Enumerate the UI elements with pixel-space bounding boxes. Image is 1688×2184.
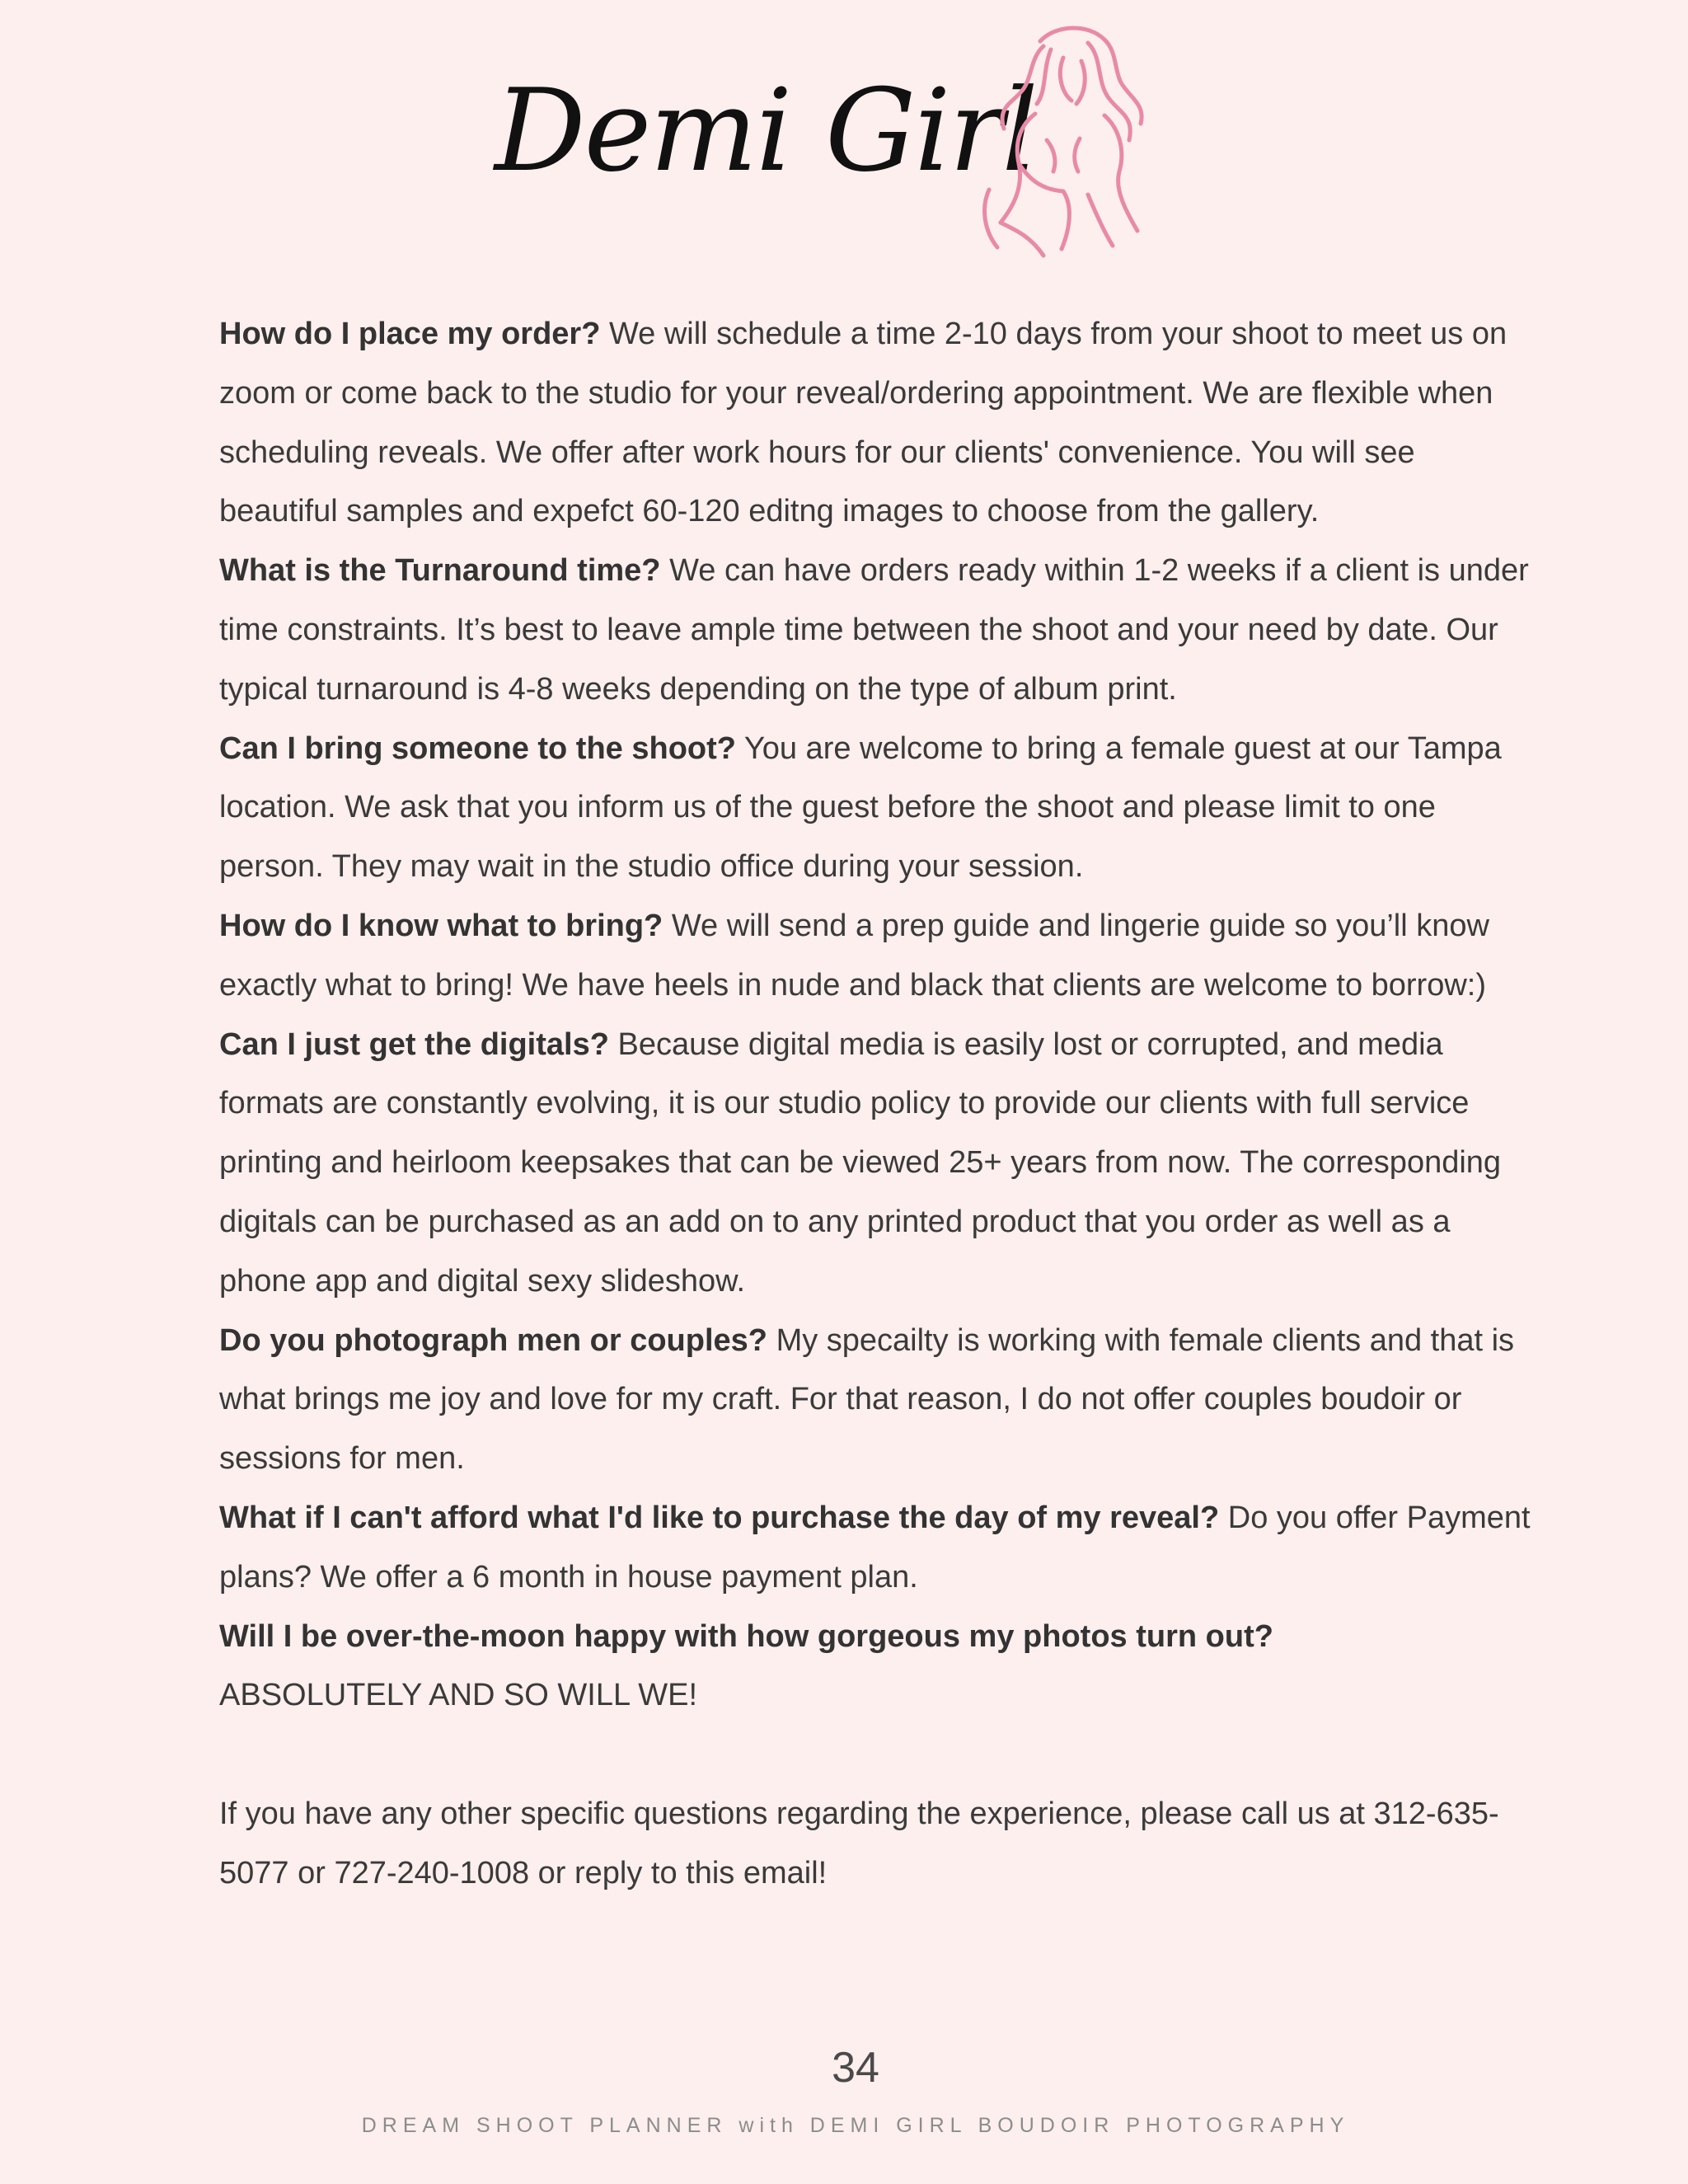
faq-content bbox=[219, 305, 1538, 1904]
faq-item bbox=[219, 720, 1538, 897]
faq-answer: ABSOLUTELY AND SO WILL WE! bbox=[219, 1678, 698, 1713]
faq-answer: We will schedule a time 2-10 days from your shoot to meet us on zoom or come back to the studio for your reveal/ordering appointment. We are flexible when scheduling reveals. We offer after work hours for our clients' convenience. You will see beautiful samples and expefct 60-120 editng images to choose from the gallery. bbox=[219, 317, 1507, 529]
faq-question: How do I place my order? bbox=[219, 317, 601, 351]
faq-item bbox=[219, 1608, 1538, 1726]
faq-item bbox=[219, 542, 1538, 719]
faq-question: What is the Turnaround time? bbox=[219, 553, 661, 589]
spacer bbox=[219, 1726, 1538, 1785]
faq-answer: We will send a prep guide and lingerie guide so you’ll know exactly what to bring! We have heels in nude and black that clients are welcome to borrow:) bbox=[219, 908, 1489, 1003]
faq-answer: We can have orders ready within 1-2 weeks if a client is under time constraints. It’s best to leave ample time between the shoot and your need by date. Our typical turnaround is 4-8 weeks depending on the type of album print. bbox=[219, 553, 1529, 707]
footer-text: DREAM SHOOT PLANNER with DEMI GIRL BOUDOIR PHOTOGRAPHY bbox=[361, 2114, 1350, 2137]
faq-answer: Because digital media is easily lost or corrupted, and media formats are constantly evolving, it is our studio policy to provide our clients with full service printing and heirloom keepsakes that can be viewed 25+ years from now. The corresponding digitals can be purchased as an add on to any printed product that you order as well as a phone app and digital sexy slideshow. bbox=[219, 1026, 1502, 1299]
faq-item bbox=[219, 1016, 1538, 1312]
closing-text: If you have any other specific questions regarding the experience, please call us at 312-635-5077 or 727-240-1008 or reply to this email! bbox=[219, 1797, 1499, 1890]
faq-question: Can I bring someone to the shoot? bbox=[219, 730, 736, 766]
brand-logo bbox=[486, 25, 1170, 264]
faq-question: How do I know what to bring? bbox=[219, 908, 663, 943]
faq-question: Do you photograph men or couples? bbox=[219, 1322, 767, 1358]
faq-item bbox=[219, 1312, 1538, 1489]
woman-silhouette-icon bbox=[964, 25, 1162, 264]
page-number: 34 bbox=[832, 2044, 879, 2092]
faq-question: Can I just get the digitals? bbox=[219, 1026, 609, 1062]
faq-answer: You are welcome to bring a female guest at our Tampa location. We ask that you inform us of the guest before the shoot and please limit to one person. They may wait in the studio office during your session. bbox=[219, 730, 1502, 885]
faq-item bbox=[219, 897, 1538, 1016]
faq-answer: Do you offer Payment plans? We offer a 6 month in house payment plan. bbox=[219, 1500, 1531, 1595]
logo-wordmark: Demi Girl bbox=[495, 64, 1037, 197]
faq-question: What if I can't afford what I'd like to purchase the day of my reveal? bbox=[219, 1500, 1220, 1535]
faq-item bbox=[219, 305, 1538, 542]
faq-question: Will I be over-the-moon happy with how gorgeous my photos turn out? bbox=[219, 1618, 1273, 1654]
faq-item bbox=[219, 1489, 1538, 1608]
faq-answer: My specailty is working with female clients and that is what brings me joy and love for my craft. For that reason, I do not offer couples boudoir or sessions for men. bbox=[219, 1322, 1515, 1477]
